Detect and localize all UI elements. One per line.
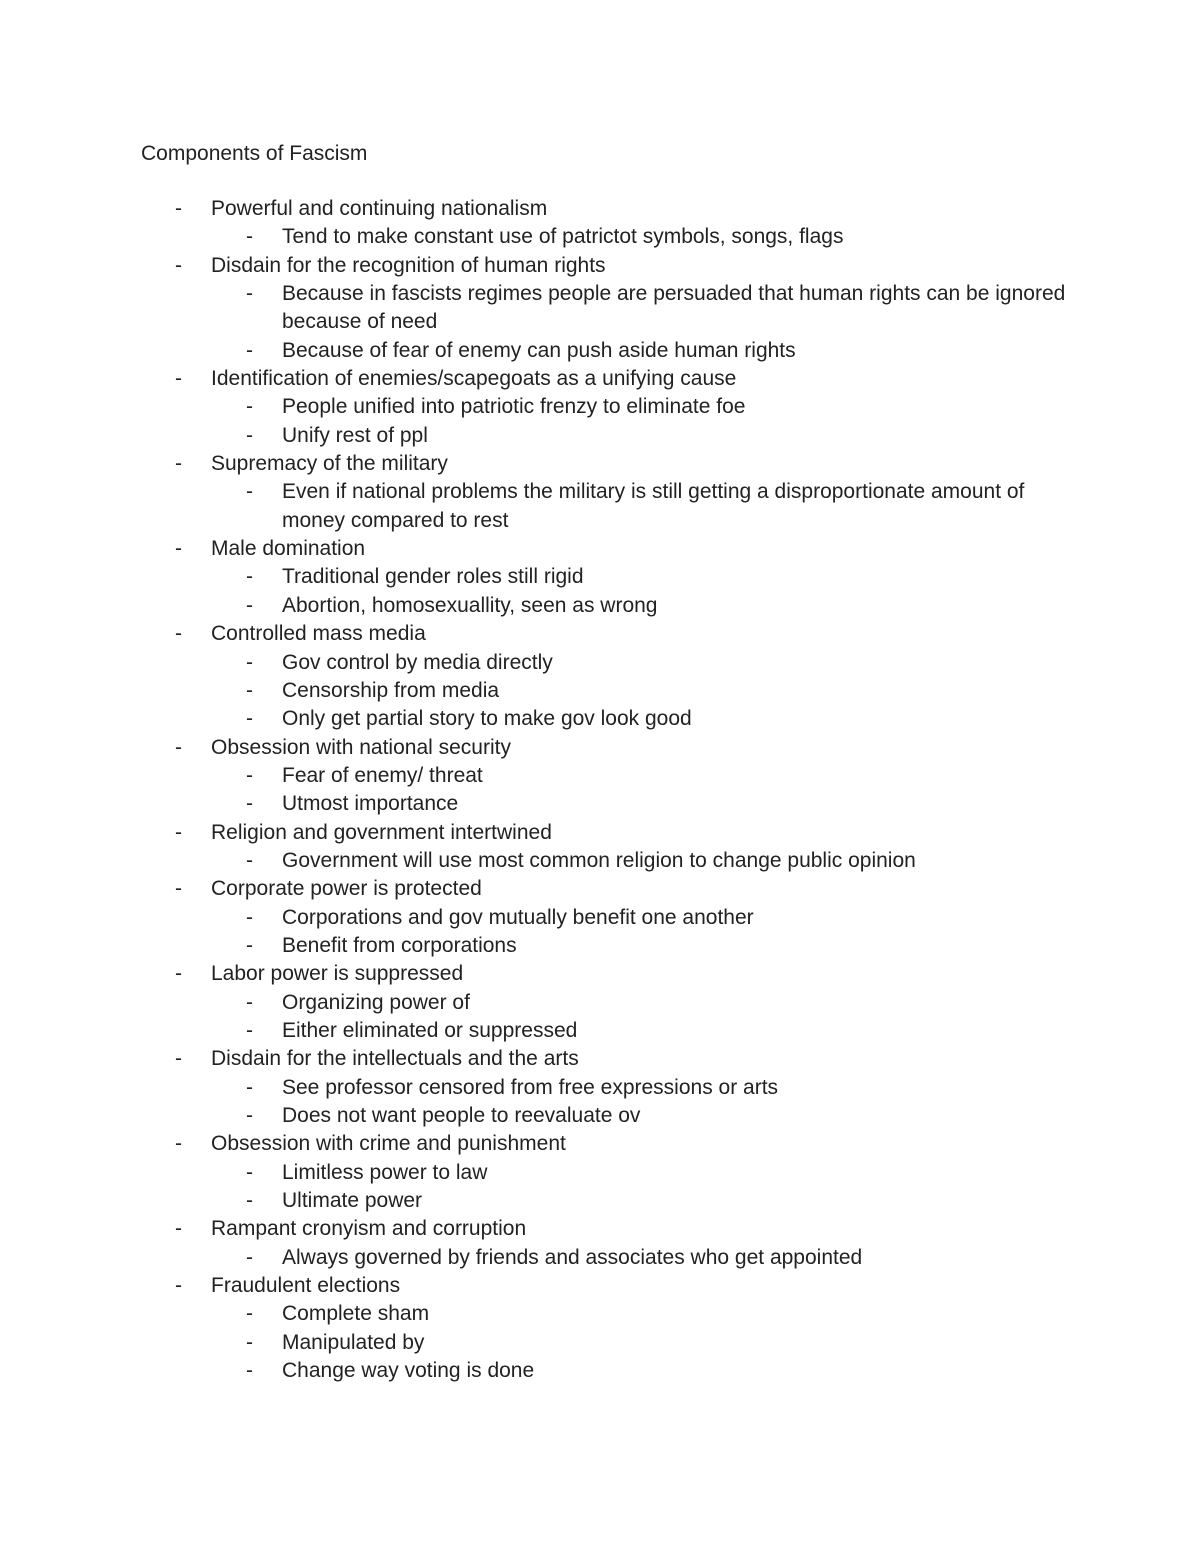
sub-list-item-text: Complete sham [282,1302,430,1326]
bullet-dash: - [175,253,182,277]
bullet-dash: - [246,650,253,674]
bullet-dash: - [246,565,253,589]
sub-list-item [0,1159,1200,1187]
sub-list-item [0,1187,1200,1215]
list-item [0,450,1200,478]
sub-list-item-text: Government will use most common religion to change public opinion [282,848,916,872]
bullet-dash: - [175,622,182,646]
sub-list-item-text: Manipulated by [282,1330,425,1354]
bullet-dash: - [246,423,253,447]
list-item [0,1045,1200,1073]
sub-list-item [0,223,1200,251]
sub-list-item [0,932,1200,960]
list-item-text: Obsession with crime and punishment [211,1132,566,1156]
sub-list-item-text: Abortion, homosexuallity, seen as wrong [282,593,658,617]
bullet-dash: - [246,990,253,1014]
bullet-dash: - [246,1245,253,1269]
bullet-dash: - [246,282,253,306]
sub-list-item-text: Benefit from corporations [282,933,517,957]
sub-list-item [0,705,1200,733]
sub-list-item-text: Utmost importance [282,792,459,816]
sub-list-item-text: Unify rest of ppl [282,423,428,447]
page-title: Components of Fascism [141,142,368,165]
bullet-dash: - [246,338,253,362]
sub-list-item [0,1244,1200,1272]
bullet-dash: - [246,395,253,419]
bullet-dash: - [246,905,253,929]
bullet-dash: - [175,537,182,561]
list-item-text: Powerful and continuing nationalism [211,197,548,220]
bullet-dash: - [246,763,253,787]
sub-list-item [0,989,1200,1017]
list-item [0,819,1200,847]
sub-list-item [0,422,1200,450]
bullet-dash: - [246,1104,253,1127]
bullet-dash: - [246,707,253,731]
sub-list-item-text: Always governed by friends and associates who get appointed [282,1245,863,1269]
sub-list-item [0,1017,1200,1045]
sub-list-item-text: Because in fascists regimes people are persuaded that human rights can be ignored because of need [282,282,1066,334]
list-item [0,535,1200,563]
list-item-text: Male domination [211,537,366,561]
bullet-dash: - [246,1018,253,1042]
bullet-dash: - [175,1274,182,1298]
sub-list-item-text: Corporations and gov mutually benefit one another [282,905,754,929]
sub-list-item-text: Fear of enemy/ threat [282,763,483,787]
list-item-text: Controlled mass media [211,622,426,646]
bullet-dash: - [175,197,182,220]
sub-list-item-text: Even if national problems the military is still getting a disproportionate amount of money compared to rest [282,480,1025,532]
sub-list-item [0,393,1200,421]
bullet-dash: - [246,678,253,702]
sub-list-item [0,280,1200,337]
list-item [0,620,1200,648]
sub-list-item [0,847,1200,875]
sub-list-item [0,1102,1200,1130]
sub-list-item [0,649,1200,677]
list-item [0,252,1200,280]
bullet-dash: - [246,1075,253,1099]
sub-list-item-text: People unified into patriotic frenzy to eliminate foe [282,395,746,419]
list-item-text: Corporate power is protected [211,877,482,901]
bullet-list [0,195,1200,1385]
bullet-dash: - [246,1160,253,1184]
sub-list-item [0,1300,1200,1328]
list-item-text: Religion and government intertwined [211,820,552,844]
sub-list-item [0,677,1200,705]
sub-list-item-text: Because of fear of enemy can push aside human rights [282,338,796,362]
sub-list-item-text: Tend to make constant use of patrictot symbols, songs, flags [282,225,844,249]
sub-list-item [0,1074,1200,1102]
sub-list-item-text: Either eliminated or suppressed [282,1018,578,1042]
sub-list-item-text: Gov control by media directly [282,650,553,674]
bullet-dash: - [175,735,182,759]
bullet-dash: - [175,1047,182,1071]
list-item-text: Rampant cronyism and corruption [211,1217,527,1241]
bullet-dash: - [175,820,182,844]
sub-list-item [0,592,1200,620]
sub-list-item [0,337,1200,365]
sub-list-item-text: Limitless power to law [282,1160,488,1184]
sub-list-item-text: Organizing power of [282,990,470,1014]
list-item-text: Identification of enemies/scapegoats as a unifying cause [211,367,737,391]
sub-list-item-text: Ultimate power [282,1189,423,1213]
list-item [0,960,1200,988]
bullet-dash: - [175,367,182,391]
sub-list-item-text: Traditional gender roles still rigid [282,565,584,589]
sub-list-item-text: Change way voting is done [282,1359,535,1383]
sub-list-item [0,1357,1200,1385]
list-item [0,1272,1200,1300]
bullet-dash: - [175,877,182,901]
list-item-text: Supremacy of the military [211,452,448,476]
sub-list-item-text: See professor censored from free expressions or arts [282,1075,779,1099]
bullet-dash: - [175,452,182,476]
sub-list-item [0,790,1200,818]
bullet-dash: - [175,1217,182,1241]
bullet-dash: - [246,1330,253,1354]
list-item-text: Disdain for the intellectuals and the arts [211,1047,579,1071]
sub-list-item [0,478,1200,535]
bullet-dash: - [246,1359,253,1383]
list-item-text: Fraudulent elections [211,1274,401,1298]
bullet-dash: - [175,1132,182,1156]
bullet-dash: - [246,848,253,872]
list-item [0,1215,1200,1243]
list-item-text: Disdain for the recognition of human rights [211,253,606,277]
bullet-dash: - [246,792,253,816]
bullet-dash: - [246,225,253,249]
list-item-text: Obsession with national security [211,735,511,759]
list-item [0,875,1200,903]
bullet-dash: - [246,1302,253,1326]
list-item [0,365,1200,393]
sub-list-item-text: Censorship from media [282,678,500,702]
bullet-dash: - [246,933,253,957]
list-item [0,1130,1200,1158]
bullet-dash: - [246,1189,253,1213]
sub-list-item [0,563,1200,591]
sub-list-item-text: Does not want people to reevaluate ov [282,1104,641,1127]
sub-list-item-text: Only get partial story to make gov look good [282,707,692,731]
bullet-dash: - [246,480,253,504]
sub-list-item [0,762,1200,790]
sub-list-item [0,904,1200,932]
bullet-dash: - [175,962,182,986]
bullet-dash: - [246,593,253,617]
list-item [0,734,1200,762]
list-item-text: Labor power is suppressed [211,962,464,986]
sub-list-item [0,1329,1200,1357]
list-item [0,195,1200,223]
